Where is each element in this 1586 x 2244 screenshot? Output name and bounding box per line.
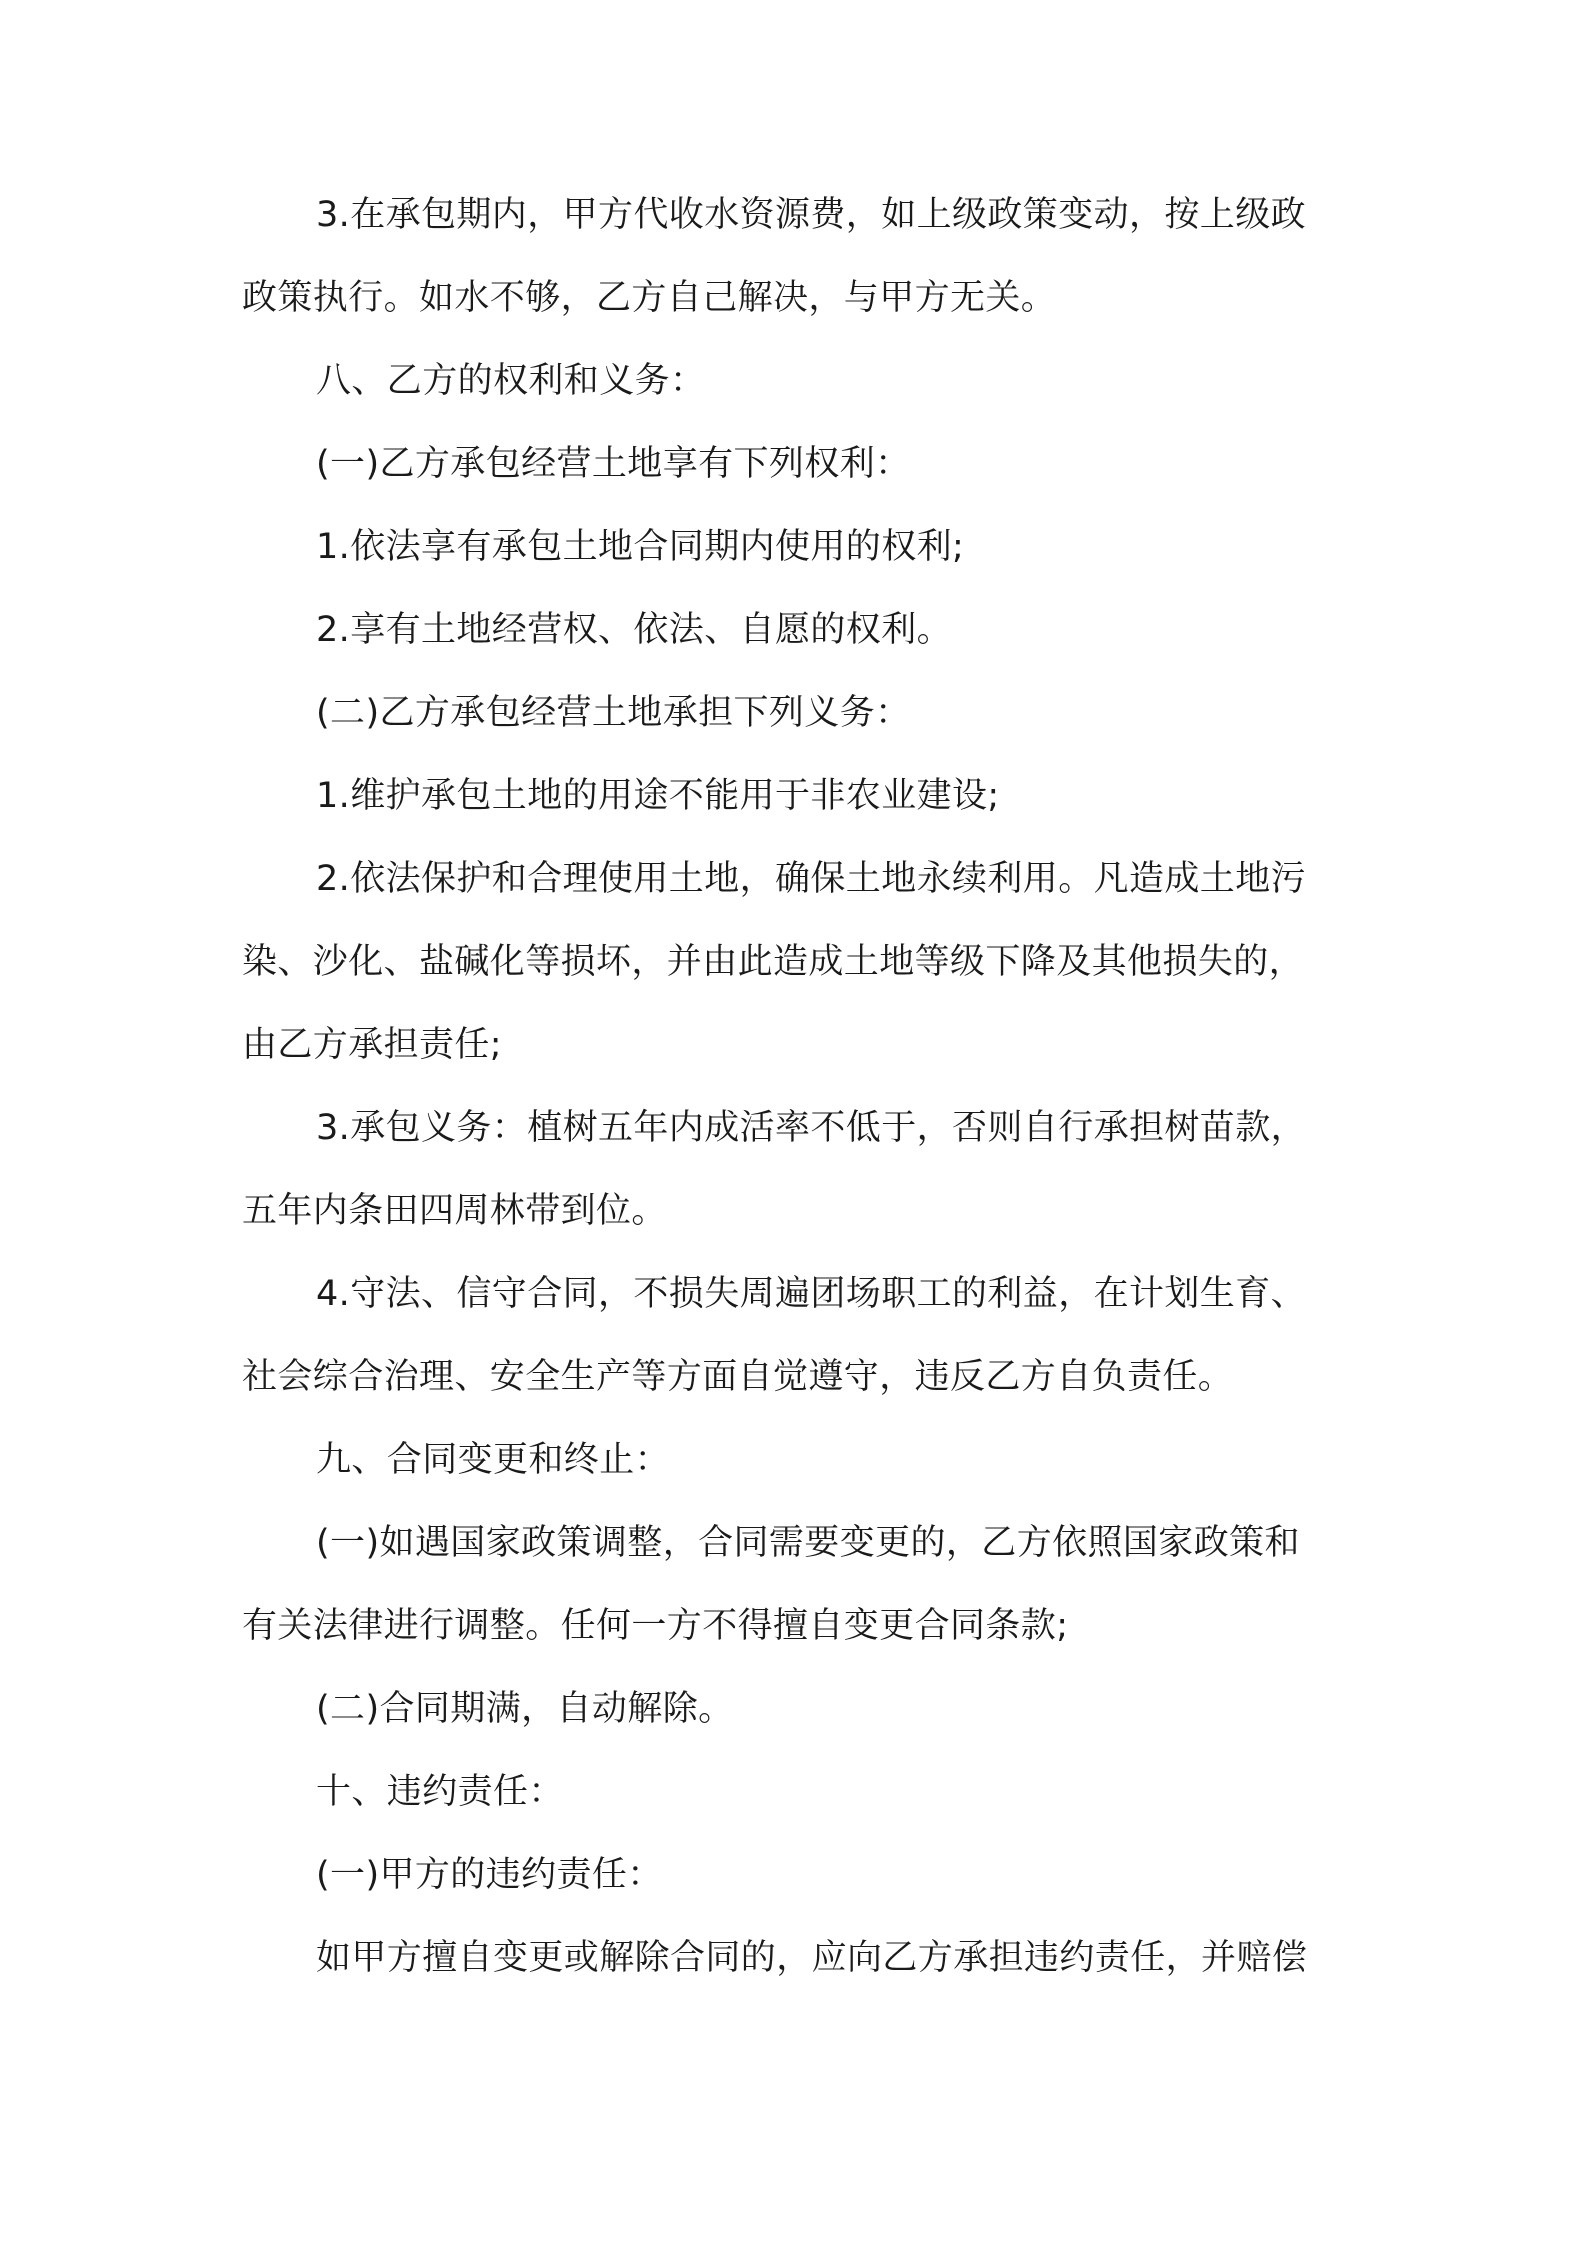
paragraph-line: 政策执行。如水不够，乙方自己解决，与甲方无关。 — [242, 278, 1057, 318]
paragraph-line: 如甲方擅自变更或解除合同的，应向乙方承担违约责任，并赔偿 — [316, 1938, 1308, 1978]
subsection-heading: (一)甲方的违约责任： — [316, 1855, 663, 1895]
paragraph-line: 3.承包义务：植树五年内成活率不低于，否则自行承担树苗款， — [316, 1108, 1306, 1148]
section-heading: 九、合同变更和终止： — [316, 1440, 671, 1480]
paragraph-line: (二)合同期满，自动解除。 — [316, 1689, 734, 1729]
paragraph-line: 染、沙化、盐碱化等损坏，并由此造成土地等级下降及其他损失的， — [242, 942, 1305, 982]
paragraph-line: 由乙方承担责任; — [242, 1025, 502, 1065]
paragraph-line: (一)如遇国家政策调整，合同需要变更的，乙方依照国家政策和 — [316, 1523, 1300, 1563]
subsection-heading: (一)乙方承包经营土地享有下列权利： — [316, 444, 911, 484]
paragraph-line: 五年内条田四周林带到位。 — [242, 1191, 667, 1231]
paragraph-line: 有关法律进行调整。任何一方不得擅自变更合同条款; — [242, 1606, 1069, 1646]
paragraph-line: 社会综合治理、安全生产等方面自觉遵守，违反乙方自负责任。 — [242, 1357, 1234, 1397]
paragraph-line: 4.守法、信守合同，不损失周遍团场职工的利益，在计划生育、 — [316, 1274, 1306, 1314]
paragraph-line: 2.依法保护和合理使用土地，确保土地永续利用。凡造成土地污 — [316, 859, 1306, 899]
paragraph-line: 1.依法享有承包土地合同期内使用的权利; — [316, 527, 965, 567]
section-heading: 八、乙方的权利和义务： — [316, 361, 706, 401]
paragraph-line: 3.在承包期内，甲方代收水资源费，如上级政策变动，按上级政 — [316, 195, 1306, 235]
paragraph-line: 1.维护承包土地的用途不能用于非农业建设; — [316, 776, 1000, 816]
paragraph-line: 2.享有土地经营权、依法、自愿的权利。 — [316, 610, 952, 650]
subsection-heading: (二)乙方承包经营土地承担下列义务： — [316, 693, 911, 733]
section-heading: 十、违约责任： — [316, 1772, 564, 1812]
